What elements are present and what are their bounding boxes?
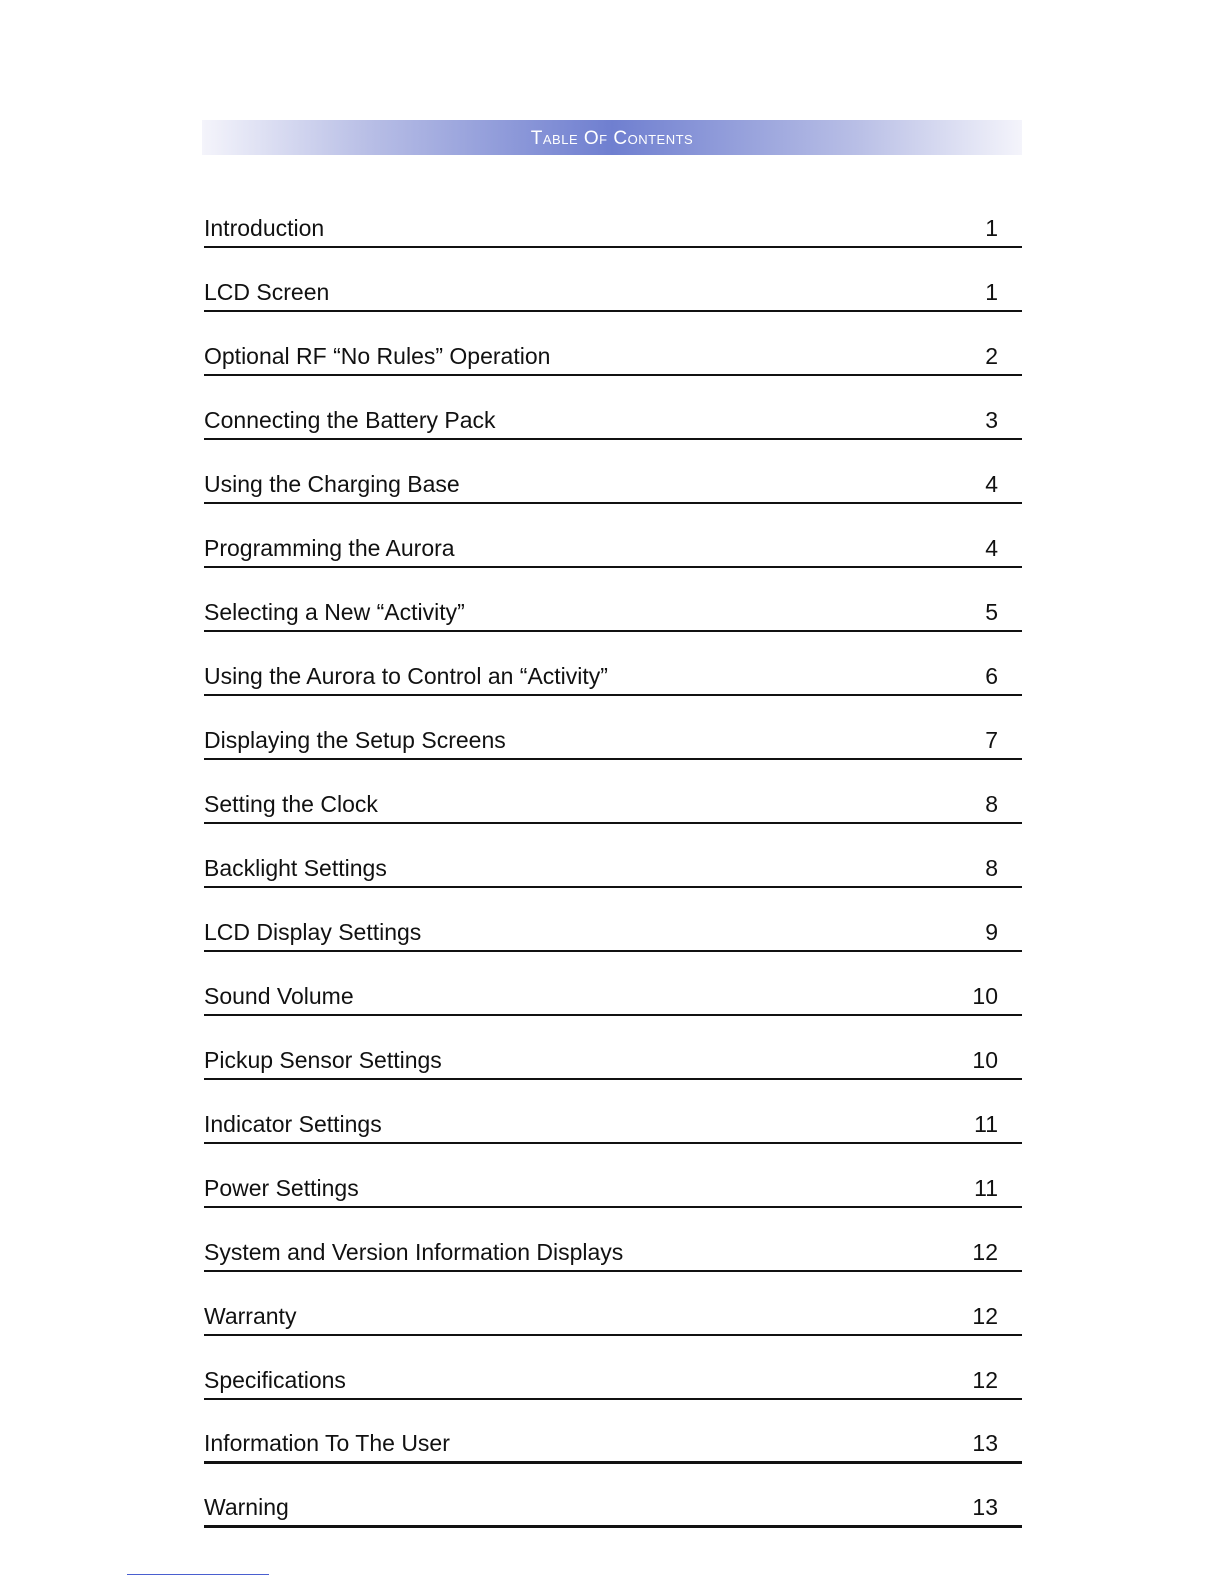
toc-entry[interactable] [204, 1082, 1022, 1144]
toc-entry-label: System and Version Information Displays [204, 1239, 624, 1265]
toc-entry-page: 12 [972, 1239, 998, 1265]
toc-entry-page: 5 [985, 599, 998, 625]
toc-entry[interactable] [204, 1338, 1022, 1400]
toc-entry[interactable] [204, 250, 1022, 312]
toc-entry[interactable] [204, 570, 1022, 632]
toc-entry[interactable] [204, 1210, 1022, 1272]
toc-entry-label: Introduction [204, 215, 325, 241]
toc-entry-label: Connecting the Battery Pack [204, 407, 496, 433]
toc-entry-page: 3 [985, 407, 998, 433]
toc-entry[interactable] [204, 1274, 1022, 1336]
toc-entry-page: 8 [985, 855, 998, 881]
toc-entry-page: 12 [972, 1303, 998, 1329]
toc-entry-page: 12 [972, 1367, 998, 1393]
toc-entry[interactable] [204, 826, 1022, 888]
toc-entry-label: Pickup Sensor Settings [204, 1047, 442, 1073]
toc-entry-label: LCD Display Settings [204, 919, 422, 945]
toc-entry[interactable] [204, 186, 1022, 248]
toc-entry[interactable] [204, 1146, 1022, 1208]
toc-entry[interactable] [204, 1018, 1022, 1080]
toc-entry-page: 1 [985, 279, 998, 305]
toc-entry-page: 10 [972, 1047, 998, 1073]
toc-entry[interactable] [204, 762, 1022, 824]
toc-title: Table Of Contents [530, 128, 694, 149]
toc-entry[interactable] [204, 634, 1022, 696]
toc-entry[interactable] [204, 442, 1022, 504]
toc-header-bar [202, 120, 1022, 155]
toc-entry-label: LCD Screen [204, 279, 330, 305]
toc-entry-page: 4 [985, 471, 998, 497]
toc-entry-page: 1 [985, 215, 998, 241]
toc-entry[interactable] [204, 378, 1022, 440]
toc-entry-label: Backlight Settings [204, 855, 387, 881]
toc-entry-page: 11 [974, 1175, 998, 1201]
toc-entry-label: Using the Aurora to Control an “Activity” [204, 663, 608, 689]
toc-entry-label: Specifications [204, 1367, 346, 1393]
toc-entry-page: 2 [985, 343, 998, 369]
toc-entry[interactable] [204, 1402, 1022, 1464]
toc-entry[interactable] [204, 698, 1022, 760]
toc-entry-label: Warning [204, 1494, 289, 1520]
toc-entry[interactable] [204, 890, 1022, 952]
toc-entry-page: 8 [985, 791, 998, 817]
toc-entry-label: Programming the Aurora [204, 535, 455, 561]
toc-entry-page: 13 [972, 1430, 998, 1456]
toc-entry-page: 4 [985, 535, 998, 561]
toc-entry-label: Displaying the Setup Screens [204, 727, 506, 753]
toc-entry-label: Indicator Settings [204, 1111, 382, 1137]
footer-rule [127, 1574, 269, 1575]
toc-entry-page: 10 [972, 983, 998, 1009]
toc-entry-label: Power Settings [204, 1175, 359, 1201]
toc-entry[interactable] [204, 314, 1022, 376]
toc-entry-page: 6 [985, 663, 998, 689]
toc-list [204, 186, 1022, 1530]
toc-entry-page: 7 [985, 727, 998, 753]
toc-entry[interactable] [204, 954, 1022, 1016]
toc-entry-label: Warranty [204, 1303, 297, 1329]
toc-entry-label: Using the Charging Base [204, 471, 460, 497]
toc-entry-page: 9 [985, 919, 998, 945]
toc-entry-label: Setting the Clock [204, 791, 378, 817]
toc-entry[interactable] [204, 1466, 1022, 1528]
toc-entry[interactable] [204, 506, 1022, 568]
toc-entry-label: Selecting a New “Activity” [204, 599, 465, 625]
toc-entry-label: Optional RF “No Rules” Operation [204, 343, 551, 369]
toc-entry-label: Information To The User [204, 1430, 450, 1456]
toc-entry-label: Sound Volume [204, 983, 354, 1009]
toc-entry-page: 13 [972, 1494, 998, 1520]
toc-entry-page: 11 [974, 1111, 998, 1137]
